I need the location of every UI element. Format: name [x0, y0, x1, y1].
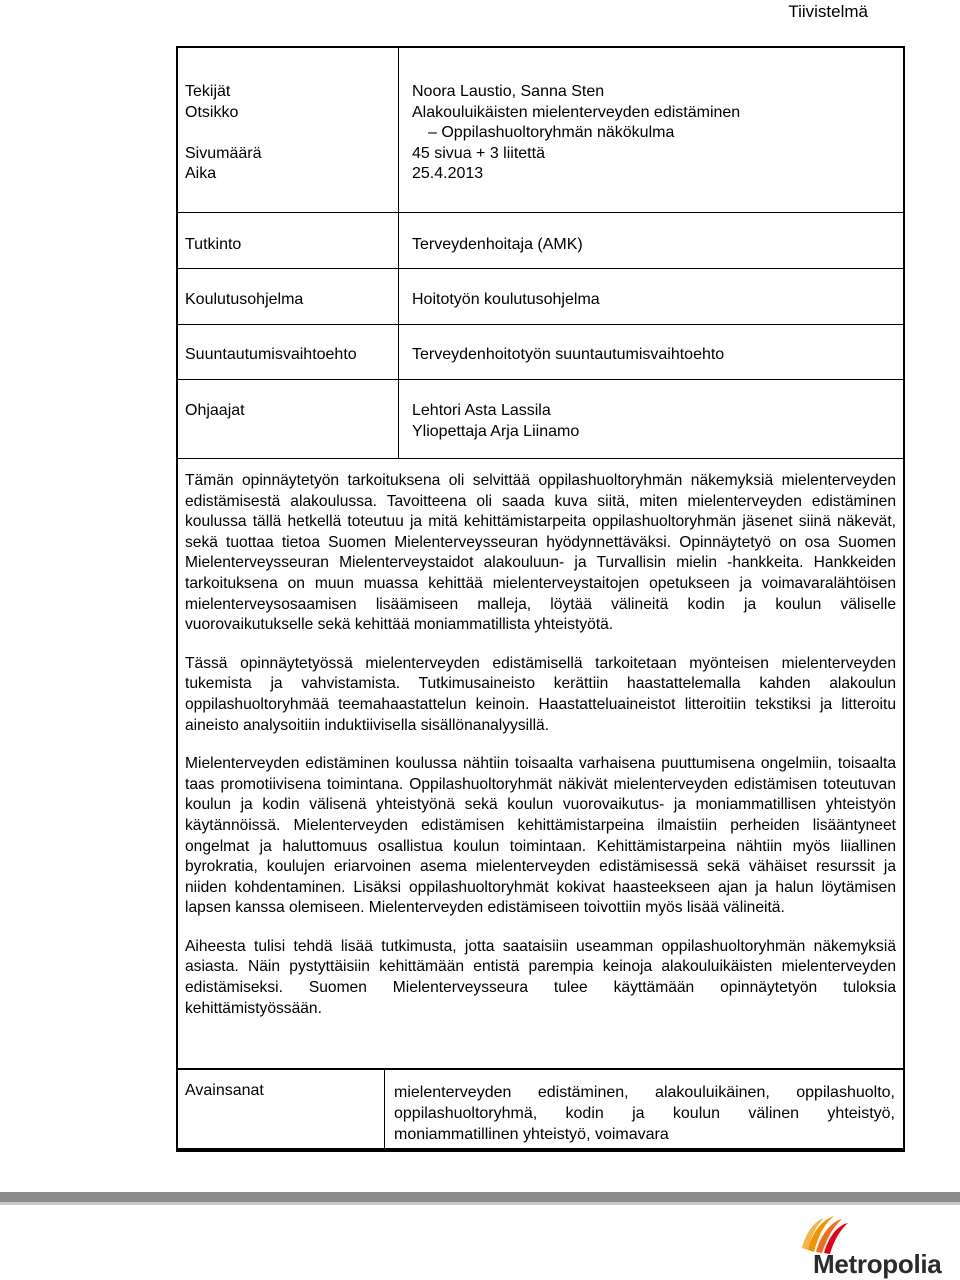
- metropolia-logo-text: Metropolia: [813, 1249, 942, 1279]
- divider: [178, 324, 903, 325]
- keywords-box: [176, 1068, 905, 1152]
- divider: [178, 379, 903, 380]
- title-line-2: – Oppilashuoltoryhmän näkökulma: [428, 124, 675, 141]
- abstract-frame: [176, 46, 905, 1150]
- abstract-paragraph-4: Aiheesta tulisi tehdä lisää tutkimusta, jotta saataisiin useamman oppilashuoltoryhmän näkemyksiä asiasta. Näin pystyttäisiin kehittämään entistä parempia keinoja alakouluikäisten mielenterveyden edistämiseksi. Suomen Mielenterveysseura tulee käyttämään opinnäytetyön tuloksia kehittämistyössään.: [185, 937, 896, 1017]
- label-supervisors: Ohjaajat: [185, 402, 245, 419]
- abstract-body: [185, 471, 896, 1037]
- divider: [178, 212, 903, 213]
- label-specialisation: Suuntautumisvaihtoehto: [185, 346, 357, 363]
- degree-value: Terveydenhoitaja (AMK): [412, 236, 583, 253]
- abstract-paragraph-3: Mielenterveyden edistäminen koulussa nähtiin toisaalta varhaisena puuttumisena ongelmiin, toisaalta taas promotiivisena toimintana. Oppilashuoltoryhmät näkivät mielenterveyden edistämisen toteutuvan koulun ja kodin välisenä yhteistyönä sekä koulun vuorovaikutus- ja moniammatillisen yhteistyön käytännöissä. Mielenterveyden edistämisen kehittämistarpeina ilmaistiin perheiden lisääntyneet ongelmat ja haluttomuus osallistua koulun toimintaan. Kehittämistarpeina nähtiin myös liiallinen byrokratia, koulujen eriarvoinen asema mielenterveyden edistämisessä sekä vähäiset resurssit ja niiden kohdentaminen. Lisäksi oppilashuoltoryhmät kokivat haasteekseen ajan ja halun löytämisen lapsen kanssa olemiseen. Mielenterveyden edistämiseen toivottiin myös lisää välineitä.: [185, 755, 896, 917]
- keywords-text: mielenterveyden edistäminen, alakouluikäinen, oppilashuolto, oppilashuoltoryhmä, kodin ja koulun välinen yhteistyö, moniammatillinen yhteistyö, voimavara: [394, 1084, 895, 1143]
- footer-band: [0, 1192, 960, 1202]
- abstract-paragraph-2: Tässä opinnäytetyössä mielenterveyden edistämisellä tarkoitetaan myönteisen mielenterveyden tukemista ja vahvistamista. Tutkimusaineisto kerättiin haastattelemalla kahden alakoulun oppilashuoltoryhmää teemahaastattelun keinoin. Haastatteluaineistot litteroitiin tekstiksi ja litteroitu aineisto analysoitiin induktiivisella sisällönanalyysillä.: [185, 654, 896, 734]
- label-authors: Tekijät: [185, 83, 231, 100]
- keywords-label: Avainsanat: [185, 1082, 264, 1099]
- divider: [178, 268, 903, 269]
- supervisor-2: Yliopettaja Arja Liinamo: [412, 423, 580, 440]
- date-value: 25.4.2013: [412, 165, 484, 182]
- specialisation-value: Terveydenhoitotyön suuntautumisvaihtoehto: [412, 346, 725, 363]
- keywords-divider: [384, 1070, 385, 1150]
- authors-value: Noora Laustio, Sanna Sten: [412, 83, 605, 100]
- abstract-paragraph-1: Tämän opinnäytetyön tarkoituksena oli selvittää oppilashuoltoryhmän näkemyksiä mielenterveyden edistämisestä alakoulussa. Tavoitteena oli saada kuva siitä, miten mielenterveyden edistäminen koulussa tällä hetkellä toteutuu ja mitä kehittämistarpeita oppilashuoltoryhmän jäsenet siinä näkevät, sekä tuottaa tietoa Suomen Mielenterveysseuran hyödynnettäväksi. Opinnäytetyö on osa Suomen Mielenterveysseuran Mielenterveystaidot alakouluun- ja Turvallisin mielin -hankkeita. Hankkeiden tarkoituksena on muun muassa kehittää mielenterveystaitojen opetukseen ja voimavaralähtöisen mielenterveysosaamisen lisäämiseen malleja, löytää välineitä kodin ja koulun väliselle vuorovaikutukselle sekä kehittää moniammatillista yhteistyötä.: [185, 472, 896, 634]
- document-type-label: Tiivistelmä: [788, 2, 868, 21]
- divider: [178, 458, 903, 459]
- programme-value: Hoitotyön koulutusohjelma: [412, 291, 600, 308]
- column-divider: [398, 48, 399, 458]
- label-programme: Koulutusohjelma: [185, 291, 304, 308]
- label-pages: Sivumäärä: [185, 144, 262, 162]
- title-line-1: Alakouluikäisten mielenterveyden edistäminen: [412, 103, 741, 121]
- pages-value: 45 sivua + 3 liitettä: [412, 144, 545, 162]
- label-title: Otsikko: [185, 103, 239, 121]
- label-degree: Tutkinto: [185, 236, 242, 253]
- footer-band-light: [0, 1202, 960, 1205]
- label-date: Aika: [185, 165, 217, 182]
- supervisor-1: Lehtori Asta Lassila: [412, 402, 551, 419]
